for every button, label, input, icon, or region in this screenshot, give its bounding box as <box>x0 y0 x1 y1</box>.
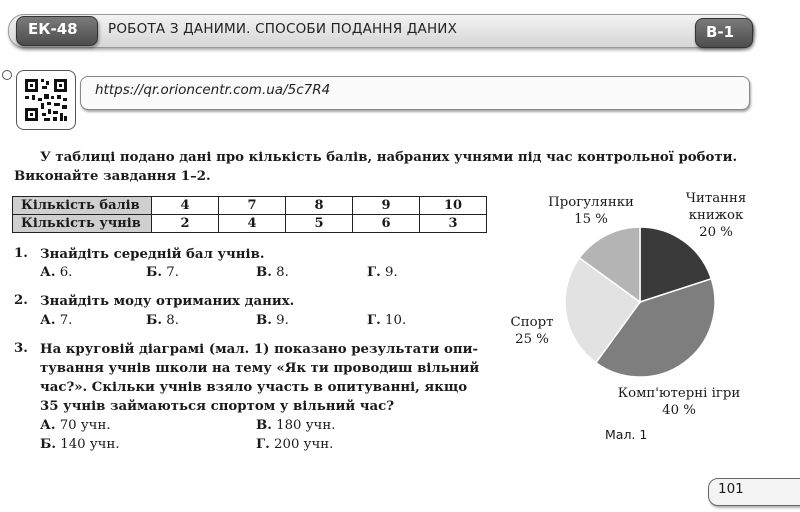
slice-value: 40 % <box>662 403 696 418</box>
slice-value: 25 % <box>515 332 549 347</box>
question-number: 3. <box>14 341 28 356</box>
slice-label-reading <box>660 190 772 241</box>
option-letter: Б. <box>146 313 162 328</box>
option-letter: В. <box>256 418 272 433</box>
figure-caption: Мал. 1 <box>605 427 648 442</box>
slice-name: Спорт <box>510 315 554 330</box>
option-text: 9. <box>276 313 289 328</box>
variant-label: В-1 <box>706 23 735 41</box>
option-letter: Г. <box>367 313 381 328</box>
row-header: Кількість учнів <box>13 215 152 233</box>
table-cell: 4 <box>152 197 219 215</box>
page-number: 101 <box>718 481 744 497</box>
option-letter: Б. <box>146 265 162 280</box>
question-line: 35 учнів займаються спортом у вільний час? <box>40 399 395 414</box>
table-cell: 9 <box>353 197 420 215</box>
option-letter: В. <box>256 313 272 328</box>
question-line: тування учнів школи на тему «Як ти проводиш вільний <box>40 361 480 376</box>
slice-name: Комп'ютерні ігри <box>617 386 741 401</box>
table-cell: 2 <box>152 215 219 233</box>
question-number: 2. <box>14 293 28 308</box>
slice-label-games <box>596 385 762 419</box>
slice-label-walks <box>536 194 646 228</box>
table-cell: 6 <box>353 215 420 233</box>
option-text: 8. <box>276 265 289 280</box>
table-cell: 3 <box>420 215 487 233</box>
exercise-code: ЕК-48 <box>28 20 78 38</box>
option-letter: А. <box>40 418 56 433</box>
slice-name: Прогулянки <box>548 195 634 210</box>
question-text: Знайдіть середній бал учнів. <box>40 247 265 262</box>
table-cell: 10 <box>420 197 487 215</box>
slice-label-sport <box>496 314 568 348</box>
slice-name: Читання <box>685 191 747 206</box>
option-text: 70 учн. <box>59 418 111 433</box>
option-letter: А. <box>40 313 56 328</box>
option-letter: Г. <box>256 437 270 452</box>
option-letter: В. <box>256 265 272 280</box>
option-text: 7. <box>59 313 73 328</box>
option-letter: А. <box>40 265 56 280</box>
option-text: 200 учн. <box>274 437 334 452</box>
option-text: 10. <box>385 313 407 328</box>
question-line: час?». Скільки учнів взяло участь в опитуванні, якщо <box>40 380 468 395</box>
table-cell: 5 <box>286 215 353 233</box>
table-cell: 7 <box>219 197 286 215</box>
table-cell: 4 <box>219 215 286 233</box>
slice-name: книжок <box>688 208 744 223</box>
option-text: 9. <box>385 265 398 280</box>
option-text: 6. <box>59 265 73 280</box>
slice-value: 15 % <box>574 212 608 227</box>
task-intro: У таблиці подано дані про кількість балів, набраних учнями під час контрольної роботи. Виконайте завдання 1–2. <box>14 150 738 184</box>
row-header: Кількість балів <box>13 197 152 215</box>
option-text: 140 учн. <box>60 437 120 452</box>
option-text: 7. <box>166 265 179 280</box>
link-url[interactable]: https://qr.orioncentr.com.ua/5c7R4 <box>95 82 331 98</box>
table-cell: 8 <box>286 197 353 215</box>
option-text: 8. <box>166 313 179 328</box>
question-line: На круговій діаграмі (мал. 1) показано результати опи- <box>40 342 478 357</box>
question-number: 1. <box>14 246 28 261</box>
option-letter: Г. <box>367 265 381 280</box>
option-letter: Б. <box>40 437 56 452</box>
option-text: 180 учн. <box>276 418 336 433</box>
page-title: РОБОТА З ДАНИМИ. СПОСОБИ ПОДАННЯ ДАНИХ <box>108 21 458 37</box>
question-text: Знайдіть моду отриманих даних. <box>40 294 295 309</box>
slice-value: 20 % <box>699 225 733 240</box>
